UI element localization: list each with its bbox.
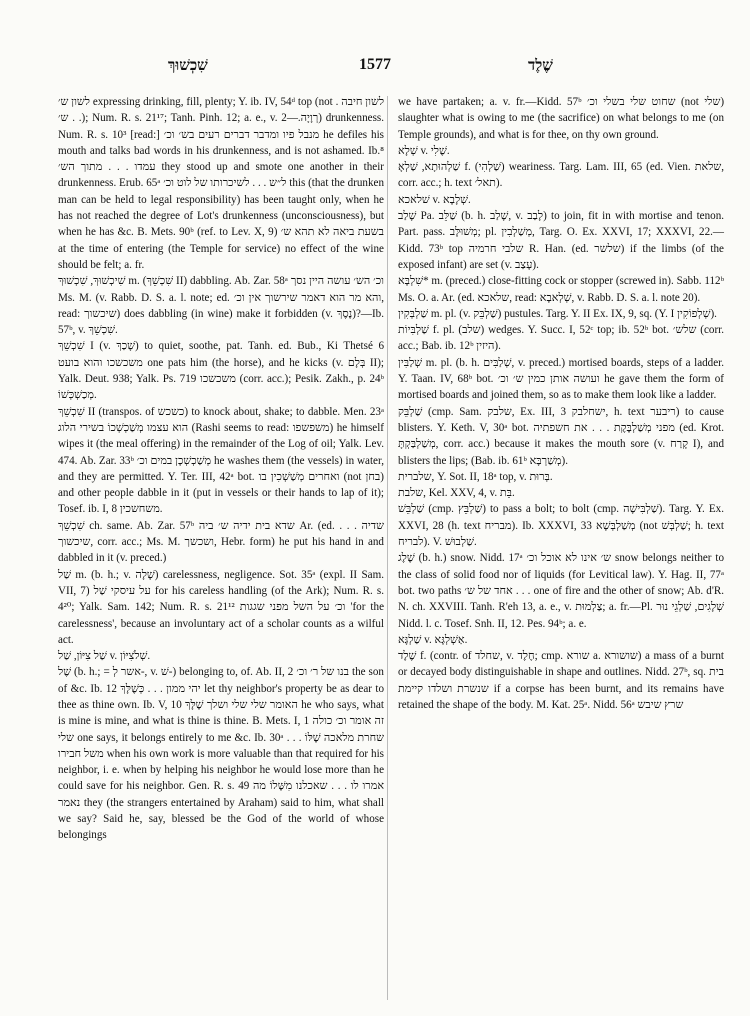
right-column [398, 94, 724, 713]
entry-right-0: we have partaken; a. v. fr.—Kidd. 57ᵇ שחוט שלי בשלי וכ׳ (not שלי) slaughter what is owing to me (the sacrifice) on what belongs to me (on Temple grounds), and what is for thee, on thy own ground. [398, 96, 725, 141]
entry-right-11: שלבת, Kel. XXV, 4, v. בֵּת. [398, 487, 515, 500]
entry-right-8: שְׁלַבִּין m. pl. (b. h. שְׁלַבִּים, v. preced.) mortised boards, steps of a ladder. Y. Taan. IV, 68ᵇ bot. ועושה אותן כמין ש׳ וכ׳ he gave them the form of mortised boards and joined them, so as to make them look like a ladder. [398, 356, 724, 402]
entry-right-12: שַׁלְבֵּשׁ (cmp. שַׁלְבֵּץ) to pass a bolt; to bolt (cmp. שַׁלְבִּישָׁה). Targ. Y. Ex. XXVI, 28 (h. text מבריח). Ib. XXXVI, 33 מְשַׁלְבְּשָׁא (not שַׁלְבְּשׁ; h. text לבריח). V. שַׁלְבוּשׁ. [398, 503, 725, 549]
entry-right-13: שֶׁלֶג (b. h.) snow. Nidd. 17ᵃ ש׳ אינו לא אוכל וכ׳ snow belongs neither to the class of solid food nor of liquids (for Levitical law). Y. Hag. II, 77ᵃ bot. two paths אחד של ש׳ . . . one of fire and the other of snow; Ab. d'R. N. ch. XXVIII. Tanh. R'eh 13, a. e., v. צַלְמוּת; a. fr.—Pl. שְׁלָגִים, שַׁלְגֵי נוּר Nidd. l. c. Tosef. Snh. II, 12. Pes. 94ᵇ; a. e. [398, 552, 725, 630]
running-head-left: שִׁכְשׁוּךְ [168, 58, 208, 74]
entry-right-7: שַׁלְבִּיוֹת f. pl. (שלב) wedges. Y. Succ. I, 52ᶜ top; ib. 52ᵇ bot. שלש׳ (corr. acc.; Bab. ib. 12ᵇ היזין). [398, 324, 724, 353]
column-divider [387, 96, 388, 1000]
entry-right-9: שַׁלְבֵּק (cmp. Sam. שלבק, Ex. III, 3 ישחלבק, h. text ריבער) to cause blisters. Y. Keth. V, 30ᵃ bot. מפני מְשַׁלְבֶּקֶת . . . את חשפתיה (ed. Krot. מְשַׁלְבַּקְתָּ, corr. acc.) because it makes the mouth sore (v. קָרַח I), and blisters the lips; (Bab. ib. 61ᵇ מְשַׁרְבָּא). [398, 405, 725, 467]
entry-left-4: שִׁכְשֵׁךְ ch. same. Ab. Zar. 57ᵇ שדא בית ידיה ש׳ ביה Ar. (ed. שדיה . . . שיכשוך, corr. acc.; Ms. M. ושכשך, Hebr. form) he put his hand in and dabbled in it (v. preced.) [58, 519, 384, 565]
entry-left-5: שַׁל m. (b. h.; v. שָׁלָה) carelessness, negligence. Sot. 35ᵃ (expl. II Sam. VII, 7) על עיסקי שַׁל for his careless handling (of the Ark); Num. R. s. 4²⁰; Yalk. Sam. 142; Num. R. s. 21¹² וכ׳ על השל מפני שגגות 'for the carelessness', because an involuntary act of a scholar counts as a wilful act. [58, 568, 384, 646]
entry-left-2: שִׁכְשֵׁךְ I (v. שָׁכַךְ) to quiet, soothe, pat. Tanh. ed. Bub., Ki Thetsé 6 משכשכו והוא בועט one pats him (the horse), and he kicks (v. בְּלָם II); Yalk. Deut. 938; Yalk. Ps. 719 משכשכו (corr. acc.); Pesik. Zakh., p. 24ᵇ מְכַשְׁכְּשׁוֹ. [58, 340, 385, 402]
entry-right-1: שְׁלָא v. שֶׁלִי. [398, 144, 450, 157]
entry-right-5: שִׁלְבָּא* m. (preced.) close-fitting cock or stopper (screwed in). Sabb. 112ᵇ Ms. O. a. Ar. (ed. שלאכא, read: שְׁלְאבָא, v. Rabb. D. S. a. l. note 20). [398, 275, 724, 304]
entry-right-6: שַׁלְבְּקִין m. pl. (v. שַׁלְבֵּק) pustules. Targ. Y. II Ex. IX, 9, sq. (Y. I שְׁלְפוֹקִין). [398, 307, 717, 320]
page-number: 1577 [359, 56, 391, 73]
entry-right-4: שָׁלַב Pa. שַׁלֵּב (b. h. שָׁלַב, v. לָבַב) to join, fit in with mortise and tenon. Part. pass. מְשׁוּלָּב; pl. מְשַׁלְבִין, Targ. O. Ex. XXVI, 17; XXXVI, 22.—Kidd. 73ᵇ top שלבי חרמיה R. Han. (ed. שלשר) if the limbs (of the exposed infant) are set (v. עָצַב). [398, 210, 725, 271]
running-head-right: שֶׁלֶד [528, 58, 553, 74]
entry-right-3: שׁלאכא v. שְׁלָבָא. [398, 193, 471, 206]
entry-left-3: שִׁכְשֵׁךְ II (transpos. of כשכש) to knock about, shake; to dabble. Men. 23ᵃ הוא עצמו מְשַׁכְשְׁכוֹ בשירי הלוג (Rashi seems to read: משפשפו) he himself wipes it (the meal offering) in the remainder of the Log of oil; Yalk. Lev. 474. Ab. Zar. 33ᵇ מְשַׁכְשְׁכָן במים וכ׳ he washes them (the vessels) in water, and they are permitted. Y. Ter. III, 42ᵃ bot. ואחרים מְשַׁשְׁכִין בו (not בחן) and other people dabble in it (put in vessels or their hands to lap of it); Tosef. ib. I, 8 משחשכין. [58, 405, 385, 516]
entry-right-10: שלברית, Y. Sot. II, 18ᵃ top, v. בְּרוּת. [398, 470, 553, 483]
entry-right-2: שַׁלְהוּתָא, שַׁלְאָ f. (שַׁלְהִי) weariness. Targ. Lam. III, 65 (ed. Vien. שלאת, corr. acc.; h. text תאל׳). [398, 161, 725, 190]
entry-right-15: שֶׁלֶד f. (contr. of שחלד, v. חֶלֶד; cmp. שורא a. שושורא) a mass of a burnt or decayed body distinguishable in shape and outlines. Nidd. 27ᵇ, sq. בית שנשרת ושלדו קיימת if a corpse has been burnt, and its remains have retained the shape of the body. M. Kat. 25ᵃ. Nidd. 56ᵃ שרץ שיבש [398, 650, 724, 711]
entry-left-1: שִׁיכְשׁוּךְ, שִׁכְשׁוּךְ m. (שִׁכְשֵׁךְ II) dabbling. Ab. Zar. 58ᵃ וכ׳ הש׳ עושה היין נסך Ms. M. (v. Rabb. D. S. a. l. note; ed. והא מר הוא דאמר שירשוך אין וכ׳, read: שיכשוך) does dabbling (in wine) make it forbidden (v. נֶסֶךְ)?—Ib. 57ᵇ, v. שִׁכְשֵׁךְ. [58, 275, 384, 337]
entry-left-0: לשון ש׳ expressing drinking, fill, plenty; Y. ib. IV, 54ᵈ top (not לשון חיבה . . . ש׳); Num. R. s. 21¹⁷; Tanh. Pinh. 12; a. e., v. רְוָיָה.—2) drunkenness. Num. R. s. 10³ [read:] מנבל פיו ומדבר דברים רעים בש׳ וכ׳ he defiles his mouth and talks bad words in his drunkenness, and is not ashamed. Ib.⁸ עמדו . . . מתוך הש׳ they stood up and smote one another in their drunkenness. Erub. 65ᵃ ל״ש . . . לשיכרותו של לוט וכ׳ this (that the drunken man can be held to legal responsibility) has been taught only, when he has not reached the degree of Lot's drunkenness (unconsciousness), but when he has &c. B. Mets. 90ᵇ (ref. to Lev. X, 9) בשעת ביאה לא תהא ש׳ at the time of entering (the Temple for service) no effect of the wine should be felt; a. fr. [58, 96, 385, 271]
entry-left-6: שַׁל צִיּוֹן, שַׁל v. שְׁלֹצִיּוֹן. [58, 650, 151, 663]
entry-right-14: שַׁלְגָּא v. אַשְׁלְגָּא. [398, 633, 468, 646]
entry-left-7: שֶׁל (b. h.; = אשר לְ-, v. שׁ-) belonging to, of. Ab. II, 2 בנו של ר׳ וכ׳ the son of &c. Ib. 12 יהי ממון . . . כְּשֶׁלָּךְ let thy neighbor's property be as dear to thee as thine own. Ib. V, 10 האומר שלי שלי ושלך שֶׁלָּךְ he who says, what is mine is mine, and what is thine is thine. B. Mets. I, 1 זה אומר וכ׳ כולה שלי one says, it belongs entirely to me &c. Ib. 30ᵃ שחרת מלאכה שֶׁלּוֹ . . . משל חבירו when his own work is more valuable than that required for his neighbor, i. e. when by helping his neighbor he would lose more than he could save for his neighbor. Gen. R. s. 49 אמרו לו . . . שאכלנו מִשֶּׁלוֹ מה נאמר they (the strangers entertained by Araham) said to him, what shall we say? Said he, say, blessed be the God of the world of whose belongings [58, 666, 385, 842]
left-column [58, 94, 384, 844]
